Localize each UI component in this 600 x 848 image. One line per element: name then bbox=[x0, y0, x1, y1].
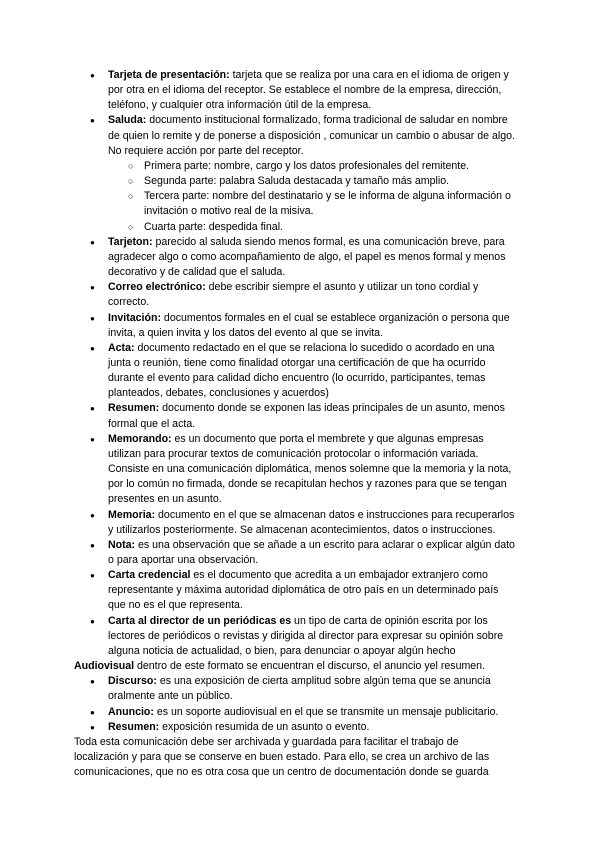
sub-list-item: ○ Cuarta parte: despedida final. bbox=[74, 220, 516, 235]
term: Saluda: bbox=[108, 114, 147, 127]
list-item-memorando bbox=[74, 432, 516, 508]
term: Nota: bbox=[108, 538, 136, 551]
definition: debe escribir siempre el asunto y utilizar un tono cordial y correcto. bbox=[108, 281, 479, 309]
list-item-tarjeton bbox=[74, 235, 516, 280]
term: Resumen: bbox=[108, 720, 160, 733]
term: Carta al director de un periódicas es bbox=[108, 614, 292, 627]
list-item-tarjeta-presentacion bbox=[74, 68, 516, 113]
list-item-acta bbox=[74, 341, 516, 402]
list-item-carta-credencial bbox=[74, 568, 516, 613]
document-types-list bbox=[74, 68, 516, 659]
definition: es una observación que se añade a un escrito para aclarar o explicar algún dato o para aportar una observación. bbox=[108, 538, 515, 566]
definition: documento donde se exponen las ideas principales de un asunto, menos formal que el acta. bbox=[108, 402, 505, 430]
list-item-saluda bbox=[74, 113, 516, 234]
list-item-nota bbox=[74, 538, 516, 568]
list-item-carta-director bbox=[74, 614, 516, 659]
definition: es un documento que porta el membrete y que algunas empresas utilizan para procurar textos de comunicación protocolar o información variada. Consiste en una comunicación diplomática, menos solemne que la memoria y la nota, por lo común no firmada, donde se recapitulan hechos y razones para que se tengan presentes en un asunto. bbox=[108, 432, 512, 506]
term: Acta: bbox=[108, 341, 135, 354]
term: Invitación: bbox=[108, 311, 161, 324]
term: Tarjeton: bbox=[108, 235, 153, 248]
definition: tarjeta que se realiza por una cara en el idioma de origen y por otra en el idioma del receptor. Se establece el nombre de la empresa, dirección, teléfono, y cualquier otra información útil de la empresa. bbox=[108, 69, 509, 112]
list-item-resumen bbox=[74, 401, 516, 431]
term: Memorando: bbox=[108, 432, 172, 445]
list-item-discurso bbox=[74, 674, 516, 704]
term: Memoria: bbox=[108, 508, 156, 521]
definition: documento en el que se almacenan datos e instrucciones para recuperarlos y utilizarlos posteriormente. Se almacenan acontecimientos, datos o instrucciones. bbox=[108, 508, 515, 536]
audiovisual-list bbox=[74, 674, 516, 735]
definition: dentro de este formato se encuentran el discurso, el anuncio yel resumen. bbox=[134, 660, 486, 673]
sub-list-item: ○ Segunda parte: palabra Saluda destacada y tamaño más amplio. bbox=[74, 174, 516, 189]
sub-list-item: ○ Primera parte: nombre, cargo y los datos profesionales del remitente. bbox=[74, 159, 516, 174]
definition: es el documento que acredita a un embajador extranjero como representante y máxima autoridad diplomática de otro país en un determinado país que no es el que representa. bbox=[108, 569, 499, 612]
definition: parecido al saluda siendo menos formal, es una comunicación breve, para agradecer algo o como acompañamiento de algo, el papel es menos formal y menos decorativo y de calidad que el saluda. bbox=[108, 235, 506, 279]
term: Audiovisual bbox=[74, 660, 135, 673]
list-item-resumen-audiovisual bbox=[74, 720, 516, 735]
definition: exposición resumida de un asunto o evento. bbox=[159, 720, 370, 733]
closing-paragraph: Toda esta comunicación debe ser archivada y guardada para facilitar el trabajo de localización y para que se conserve en buen estado. Para ello, se crea un archivo de las comunicaciones, que no es otra cosa que un centro de documentación donde se guarda bbox=[74, 735, 490, 779]
definition: es un soporte audiovisual en el que se transmite un mensaje publicitario. bbox=[153, 705, 499, 718]
term: Carta credencial bbox=[108, 569, 191, 582]
term: Tarjeta de presentación: bbox=[108, 69, 230, 81]
list-item-memoria bbox=[74, 508, 516, 538]
sub-list-item: ○ Tercera parte: nombre del destinatario y se le informa de alguna información o invitación o motivo real de la misiva. bbox=[74, 189, 516, 219]
definition: un tipo de carta de opinión escrita por los lectores de periódicos o revistas y dirigida al director para expresar su opinión sobre alguna noticia de actualidad, o bien, para denunciar o apoyar algún hecho bbox=[108, 614, 504, 657]
list-item-anuncio bbox=[74, 705, 516, 720]
definition: documento institucional formalizado, forma tradicional de saludar en nombre de quien lo remite y de ponerse a disposición , comunicar un cambio o abusar de algo. No requiere acción por parte del receptor. bbox=[108, 114, 515, 157]
list-item-correo bbox=[74, 280, 516, 310]
audiovisual-heading bbox=[74, 659, 516, 674]
term: Resumen: bbox=[108, 402, 160, 415]
term: Correo electrónico: bbox=[108, 281, 206, 294]
list-item-invitacion bbox=[74, 311, 516, 341]
definition: documentos formales en el cual se establece organización o persona que invita, a quien invita y los datos del evento al que se invita. bbox=[108, 311, 510, 339]
saluda-parts-list bbox=[108, 159, 516, 235]
term: Discurso: bbox=[108, 675, 157, 688]
definition: documento redactado en el que se relaciona lo sucedido o acordado en una junta o reunión, tiene como finalidad otorgar una certificación de que ha ocurrido durante el evento para calidad dicho encuentro (lo ocurrido, participantes, temas planteados, debates, conclusiones y acuerdos) bbox=[108, 341, 495, 400]
term: Anuncio: bbox=[108, 705, 154, 718]
definition: es una exposición de cierta amplitud sobre algún tema que se anuncia oralmente ante un público. bbox=[108, 675, 491, 703]
